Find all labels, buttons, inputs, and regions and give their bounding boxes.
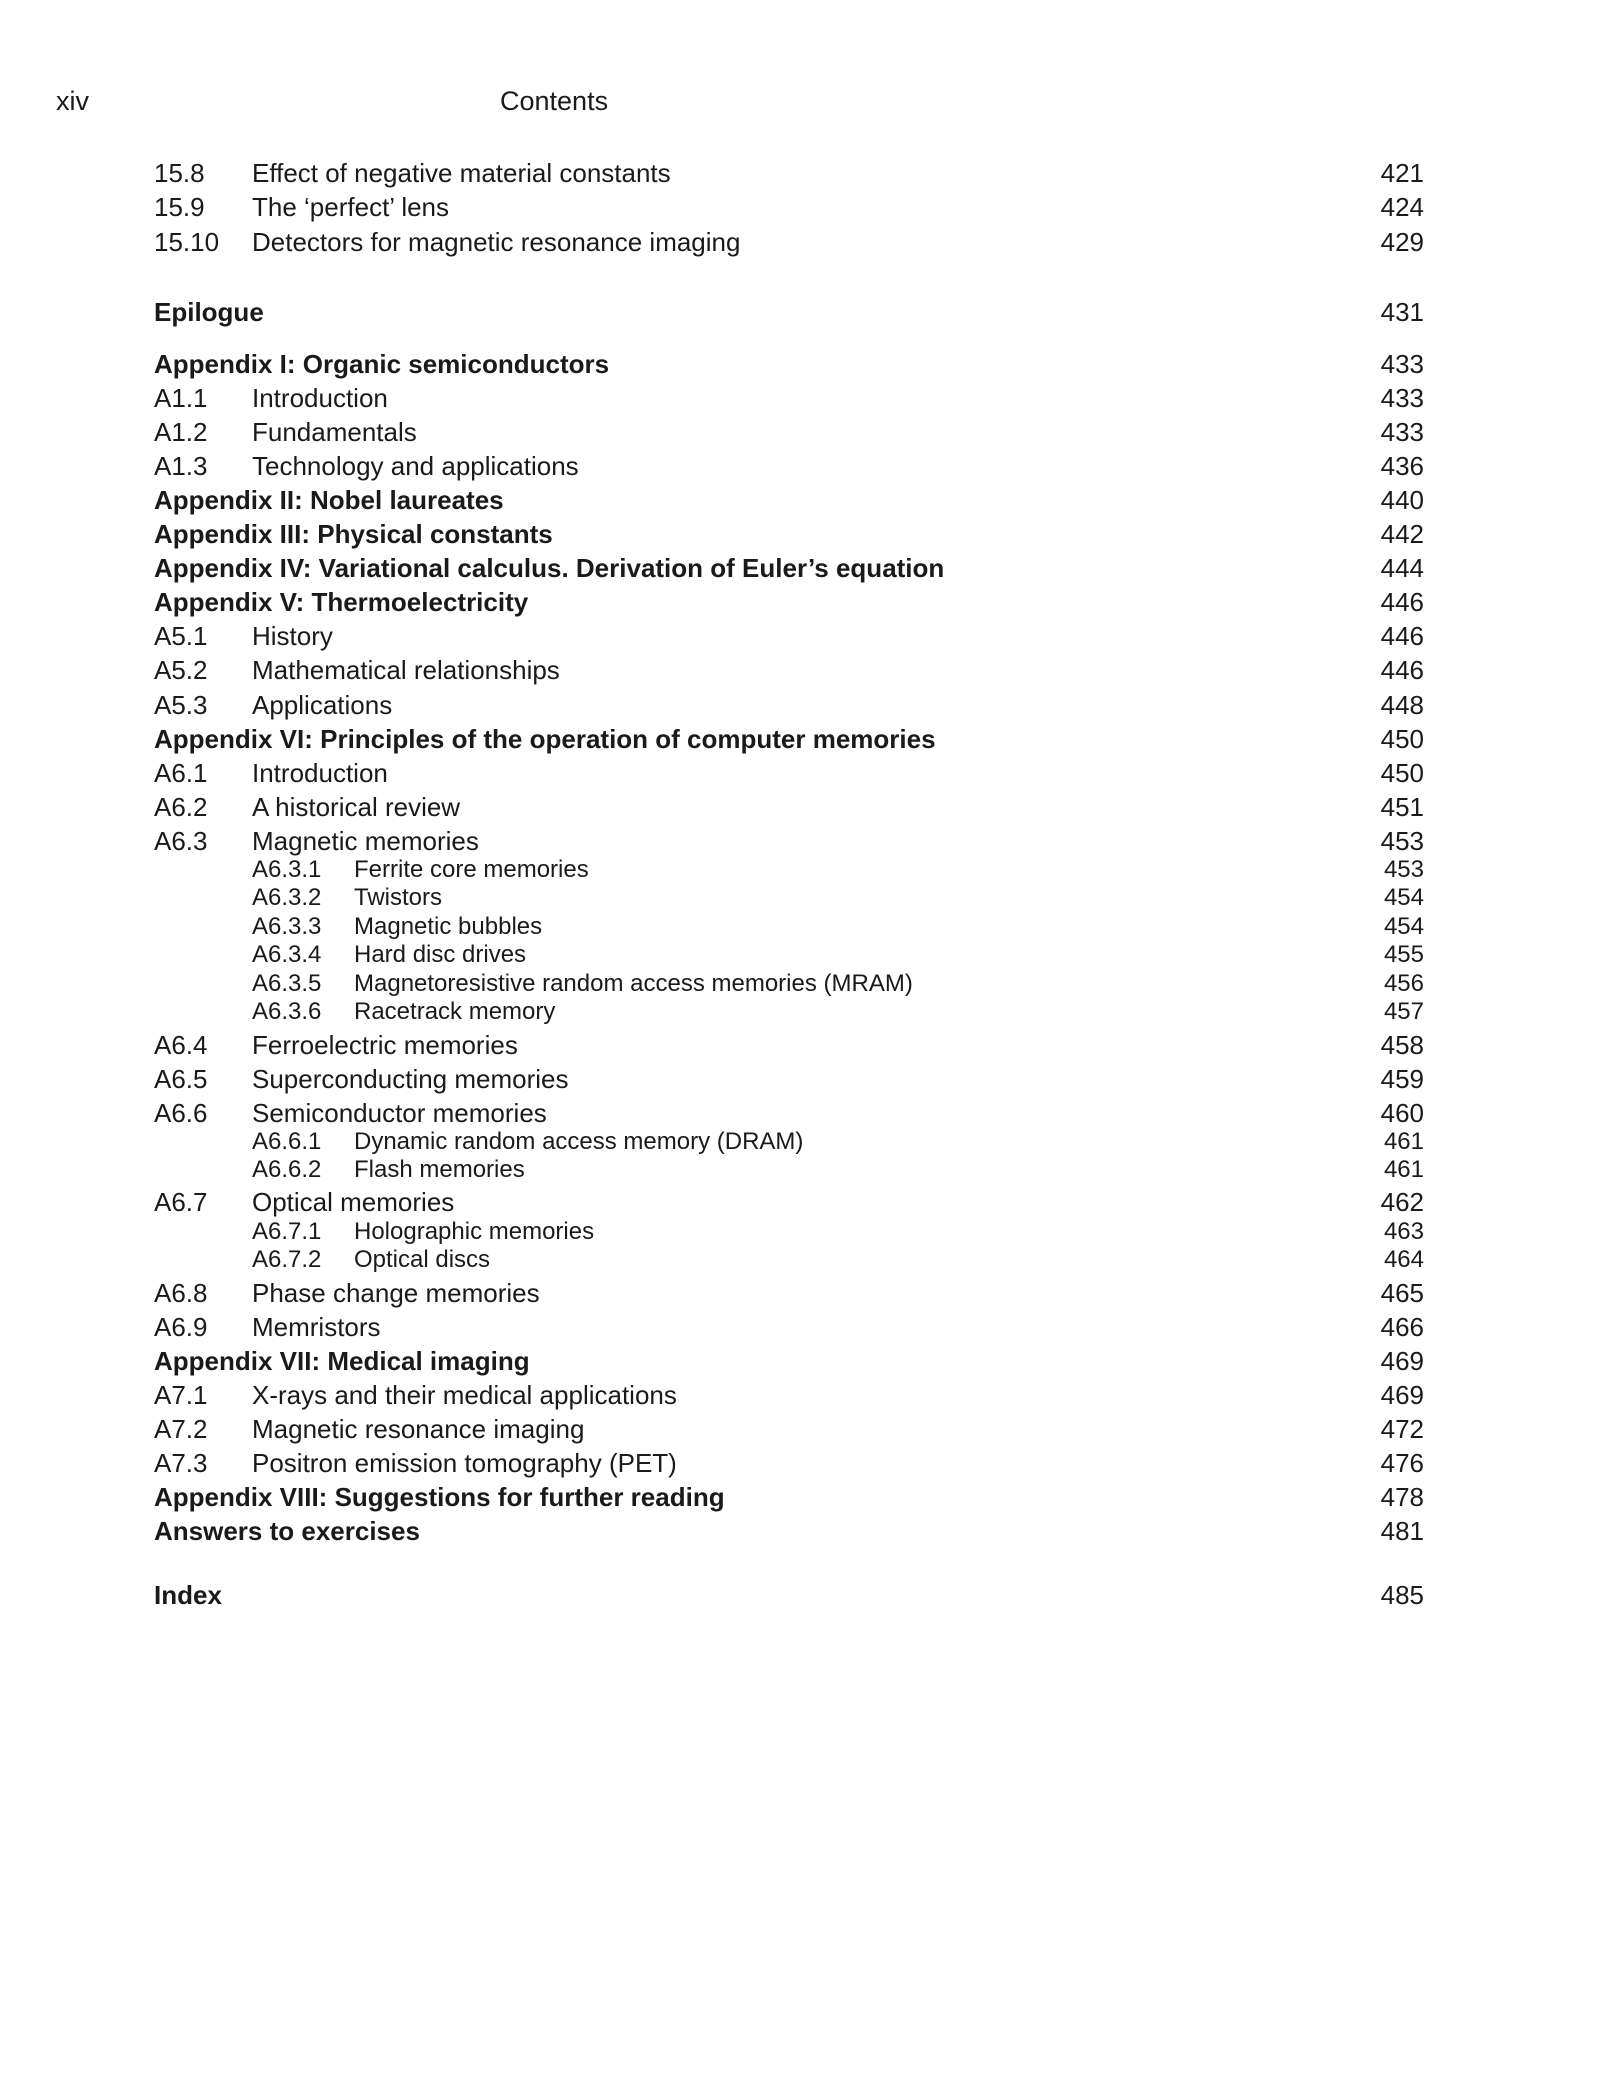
entry-title: Optical discs (354, 1246, 491, 1273)
toc-heading (154, 1344, 1424, 1378)
entry-title: The ‘perfect’ lens (252, 192, 450, 222)
section-number: A7.2 (154, 1414, 208, 1444)
entry-title: History (252, 621, 333, 651)
section-number: A6.7.2 (252, 1246, 322, 1273)
section-number: A5.2 (154, 655, 208, 685)
section-number: A1.2 (154, 417, 208, 447)
entry-title: Introduction (252, 383, 388, 413)
entry-title: Appendix IV: Variational calculus. Derivation of Euler’s equation (154, 553, 945, 583)
entry-title: Epilogue (154, 297, 264, 327)
page-ref: 464 (1383, 1246, 1424, 1273)
running-head: Contents (500, 86, 609, 116)
entry-title: Appendix VII: Medical imaging (154, 1346, 530, 1376)
toc-subentry (154, 856, 1424, 884)
entry-title: Magnetic resonance imaging (252, 1414, 585, 1444)
toc-heading (154, 483, 1424, 517)
entry-title: Introduction (252, 758, 388, 788)
page-ref: 454 (1383, 884, 1424, 911)
toc-heading (154, 551, 1424, 585)
page-ref: 453 (1383, 856, 1424, 883)
entry-title: Positron emission tomography (PET) (252, 1448, 677, 1478)
section-number: A6.9 (154, 1312, 208, 1342)
entry-title: Answers to exercises (154, 1516, 420, 1546)
entry-title: Appendix VI: Principles of the operation of computer memories (154, 724, 936, 754)
entry-title: Mathematical relationships (252, 655, 560, 685)
entry-title: Index (154, 1580, 222, 1610)
entry-title: Appendix I: Organic semiconductors (154, 349, 610, 379)
toc-subentry (154, 1246, 1424, 1274)
toc-entry (154, 619, 1424, 653)
section-number: A5.3 (154, 690, 208, 720)
section-number: A1.3 (154, 451, 208, 481)
toc-heading (154, 1480, 1424, 1514)
page-ref: 460 (1380, 1098, 1424, 1128)
toc-entry (154, 381, 1424, 415)
toc-entry (154, 1276, 1424, 1310)
page-ref: 453 (1380, 826, 1424, 856)
page-ref: 446 (1380, 621, 1424, 651)
entry-title: Magnetic bubbles (354, 913, 543, 940)
toc-entry (154, 1028, 1424, 1062)
page-ref: 436 (1380, 451, 1424, 481)
section-number: 15.9 (154, 192, 205, 222)
section-number: A6.3.3 (252, 913, 322, 940)
page-ref: 465 (1380, 1278, 1424, 1308)
entry-title: Technology and applications (252, 451, 579, 481)
entry-title: Appendix VIII: Suggestions for further reading (154, 1482, 725, 1512)
page-ref: 424 (1380, 192, 1424, 222)
toc-entry (154, 1185, 1424, 1219)
section-number: A6.3.1 (252, 856, 322, 883)
section-number: A6.3.6 (252, 998, 322, 1025)
toc-entry (154, 225, 1424, 259)
entry-title: Appendix II: Nobel laureates (154, 485, 504, 515)
toc-subentry (154, 884, 1424, 912)
page-ref: 421 (1380, 158, 1424, 188)
toc-heading (154, 1514, 1424, 1548)
toc-entry (154, 824, 1424, 858)
toc-entry (154, 653, 1424, 687)
page-ref: 429 (1380, 227, 1424, 257)
page-ref: 451 (1380, 792, 1424, 822)
page-ref: 433 (1380, 349, 1424, 379)
toc-entry (154, 1446, 1424, 1480)
entry-title: Semiconductor memories (252, 1098, 547, 1128)
toc-entry (154, 190, 1424, 224)
toc-entry (154, 1062, 1424, 1096)
page-ref: 450 (1380, 724, 1424, 754)
toc-subentry (154, 1128, 1424, 1156)
entry-title: Superconducting memories (252, 1064, 569, 1094)
page-ref: 433 (1380, 383, 1424, 413)
page-ref: 469 (1380, 1346, 1424, 1376)
toc-heading (154, 585, 1424, 619)
section-number: A6.3 (154, 826, 208, 856)
page-ref: 459 (1380, 1064, 1424, 1094)
toc-heading (154, 347, 1424, 381)
page-ref: 450 (1380, 758, 1424, 788)
toc-entry (154, 756, 1424, 790)
page-ref: 461 (1383, 1156, 1424, 1183)
page-ref: 446 (1380, 655, 1424, 685)
toc-entry (154, 415, 1424, 449)
entry-title: Optical memories (252, 1187, 455, 1217)
page-ref: 457 (1383, 998, 1424, 1025)
section-number: A5.1 (154, 621, 208, 651)
entry-title: Magnetoresistive random access memories (MRAM) (354, 970, 913, 997)
section-number: A7.1 (154, 1380, 208, 1410)
page-ref: 431 (1380, 297, 1424, 327)
toc-subentry (154, 998, 1424, 1026)
page-ref: 446 (1380, 587, 1424, 617)
section-number: A6.7.1 (252, 1218, 322, 1245)
page-ref: 481 (1380, 1516, 1424, 1546)
section-number: A6.1 (154, 758, 208, 788)
entry-title: Applications (252, 690, 393, 720)
section-number: A6.2 (154, 792, 208, 822)
toc-entry (154, 1310, 1424, 1344)
section-number: A6.5 (154, 1064, 208, 1094)
page-ref: 472 (1380, 1414, 1424, 1444)
page-ref: 433 (1380, 417, 1424, 447)
section-number: 15.8 (154, 158, 205, 188)
section-number: A6.6.2 (252, 1156, 322, 1183)
page-ref: 454 (1383, 913, 1424, 940)
page-ref: 476 (1380, 1448, 1424, 1478)
page-ref: 461 (1383, 1128, 1424, 1155)
page-ref: 442 (1380, 519, 1424, 549)
toc-entry (154, 1378, 1424, 1412)
entry-title: Holographic memories (354, 1218, 595, 1245)
toc-subentry (154, 970, 1424, 998)
table-of-contents (154, 0, 1424, 2082)
entry-title: Phase change memories (252, 1278, 540, 1308)
toc-heading (154, 517, 1424, 551)
toc-entry (154, 790, 1424, 824)
toc-heading (154, 722, 1424, 756)
toc-entry (154, 449, 1424, 483)
page-ref: 455 (1383, 941, 1424, 968)
entry-title: Appendix III: Physical constants (154, 519, 553, 549)
page-ref: 448 (1380, 690, 1424, 720)
entry-title: Fundamentals (252, 417, 417, 447)
section-number: A6.6.1 (252, 1128, 322, 1155)
entry-title: Racetrack memory (354, 998, 556, 1025)
section-number: A6.6 (154, 1098, 208, 1128)
page-ref: 440 (1380, 485, 1424, 515)
section-number: A7.3 (154, 1448, 208, 1478)
entry-title: Appendix V: Thermoelectricity (154, 587, 529, 617)
page-ref: 463 (1383, 1218, 1424, 1245)
page-ref: 485 (1380, 1580, 1424, 1610)
page-number: xiv (56, 86, 89, 116)
toc-subentry (154, 941, 1424, 969)
page-ref: 462 (1380, 1187, 1424, 1217)
entry-title: Dynamic random access memory (DRAM) (354, 1128, 804, 1155)
section-number: 15.10 (154, 227, 220, 257)
page-ref: 466 (1380, 1312, 1424, 1342)
section-number: A6.3.5 (252, 970, 322, 997)
toc-entry (154, 1412, 1424, 1446)
section-number: A6.3.4 (252, 941, 322, 968)
entry-title: Ferrite core memories (354, 856, 589, 883)
section-number: A6.4 (154, 1030, 208, 1060)
entry-title: Flash memories (354, 1156, 525, 1183)
page-ref: 456 (1383, 970, 1424, 997)
section-number: A6.8 (154, 1278, 208, 1308)
page-ref: 469 (1380, 1380, 1424, 1410)
toc-heading (154, 295, 1424, 329)
entry-title: Detectors for magnetic resonance imaging (252, 227, 741, 257)
entry-title: Ferroelectric memories (252, 1030, 518, 1060)
toc-heading (154, 1578, 1424, 1612)
entry-title: A historical review (252, 792, 461, 822)
toc-entry (154, 156, 1424, 190)
entry-title: Memristors (252, 1312, 381, 1342)
toc-subentry (154, 913, 1424, 941)
toc-subentry (154, 1218, 1424, 1246)
entry-title: Effect of negative material constants (252, 158, 671, 188)
entry-title: X-rays and their medical applications (252, 1380, 677, 1410)
section-number: A6.3.2 (252, 884, 322, 911)
entry-title: Hard disc drives (354, 941, 527, 968)
page-ref: 478 (1380, 1482, 1424, 1512)
page-ref: 458 (1380, 1030, 1424, 1060)
toc-entry (154, 688, 1424, 722)
entry-title: Magnetic memories (252, 826, 479, 856)
page-ref: 444 (1380, 553, 1424, 583)
toc-entry (154, 1096, 1424, 1130)
entry-title: Twistors (354, 884, 443, 911)
section-number: A6.7 (154, 1187, 208, 1217)
section-number: A1.1 (154, 383, 208, 413)
toc-subentry (154, 1156, 1424, 1184)
